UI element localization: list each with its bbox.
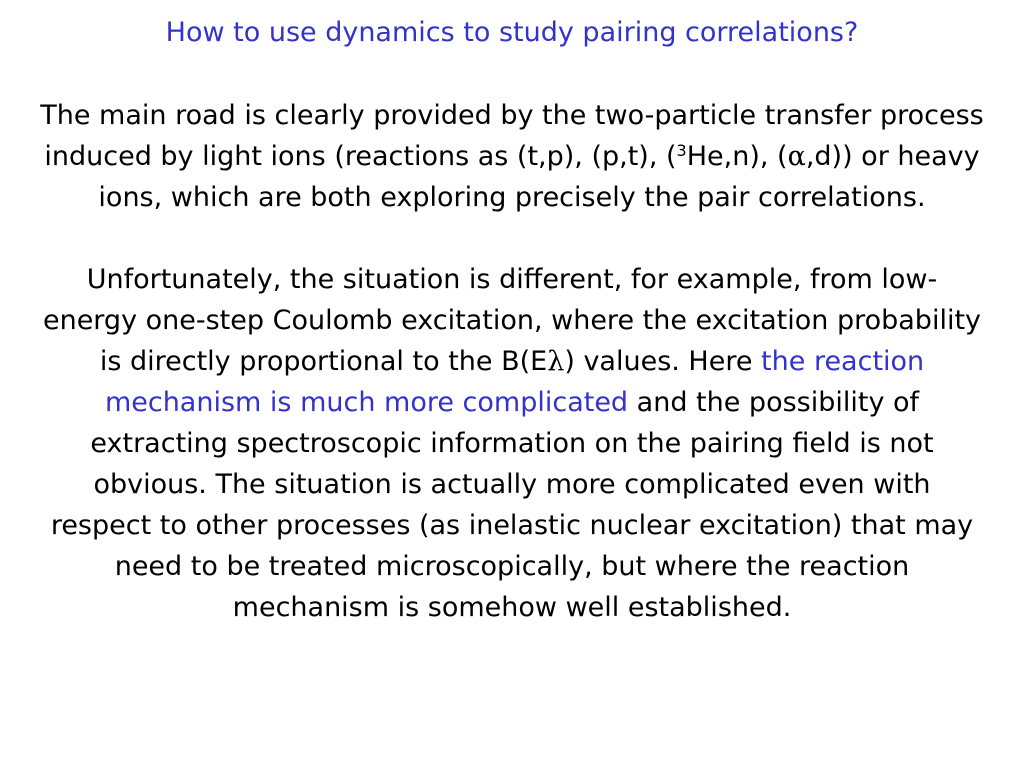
slide-title: How to use dynamics to study pairing correlations? [165, 17, 859, 48]
para1-text-c: ,d)) or heavy ions, which are both exploring precisely the pair correlations. [98, 141, 980, 213]
para2-text-b: ) values. Here [564, 346, 762, 377]
para1-text-b: He,n), ( [686, 141, 788, 172]
paragraph-coulomb-excitation [40, 259, 984, 628]
para2-text-c: and the possibility of extracting spectroscopic information on the pairing field is not obvious. The situation is actually more complicated even with respect to other processes (as inelastic nuclear excitation) that may need to be treated microscopically, but where the reaction mechanism is somehow well established. [50, 387, 974, 623]
alpha-symbol: α [787, 141, 806, 172]
lambda-symbol: λ [547, 346, 565, 377]
slide-content [40, 12, 984, 628]
paragraph-two-particle-transfer [40, 95, 984, 218]
highlighted-phrase: the reaction mechanism is much more complicated [104, 346, 925, 418]
para1-text-a: The main road is clearly provided by the two-particle transfer process induced by light ions (reactions as (t,p), (p,t), ( [40, 100, 984, 172]
para1-superscript: 3 [676, 141, 687, 160]
para2-text-a: Unfortunately, the situation is different, for example, from low-energy one-step Coulomb excitation, where the excitation probability is directly proportional to the B(E [42, 264, 982, 377]
